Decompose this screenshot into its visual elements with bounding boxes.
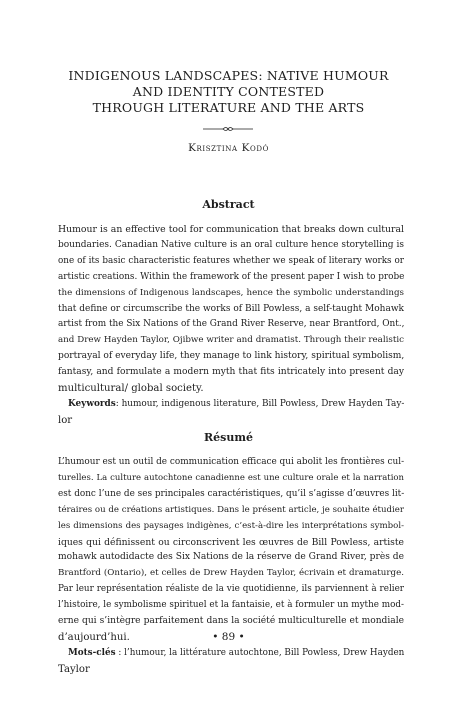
keywords-text: : humour, indigenous literature, Bill Powless, Drew Hayden Tay-	[115, 398, 405, 409]
title-ornament-icon	[203, 124, 253, 134]
abstract-body	[58, 222, 404, 429]
mots-cles-line	[58, 646, 404, 662]
abstract-line: one of its basic characteristic features whether we speak of literary works or	[58, 255, 404, 266]
resume-line: mohawk autodidacte des Six Nations de la réserve de Grand River, près de	[58, 552, 404, 563]
abstract-heading: Abstract	[202, 198, 255, 211]
abstract-line: fantasy, and formulate a modern myth that fits intricately into present day	[58, 367, 404, 378]
page-number: • 89 •	[212, 631, 245, 643]
resume-line: erne qui s’intègre parfaitement dans la société multiculturelle et mondiale	[58, 616, 404, 627]
abstract-line: boundaries. Canadian Native culture is an oral culture hence storytelling is	[58, 239, 404, 250]
author-name: Krisztina Kodó	[188, 142, 269, 154]
resume-line: turelles. La culture autochtone canadienne est une culture orale et la narration	[58, 472, 404, 483]
title-line: INDIGENOUS LANDSCAPES: NATIVE HUMOUR	[68, 68, 389, 83]
resume-line: Par leur représentation réaliste de la vie quotidienne, ils parviennent à relier	[58, 584, 404, 595]
resume-line: téraires ou de créations artistiques. Dans le présent article, je souhaite étudier	[58, 504, 404, 515]
resume-body	[58, 455, 404, 678]
title-line: THROUGH LITERATURE AND THE ARTS	[92, 100, 365, 115]
resume-line: d’aujourd’hui.	[58, 631, 130, 643]
keywords-label: Keywords	[68, 398, 116, 409]
resume-line: est donc l’une de ses principales caractéristiques, qu’il s’agisse d’œuvres lit-	[58, 488, 405, 499]
abstract-line: portrayal of everyday life, they manage to link history, spiritual symbolism,	[58, 351, 405, 362]
abstract-line: the dimensions of Indigenous landscapes, hence the symbolic understandings	[58, 287, 404, 298]
mots-cles-text: : l’humour, la littérature autochtone, Bill Powless, Drew Hayden	[115, 647, 405, 658]
abstract-line: artist from the Six Nations of the Grand River Reserve, near Brantford, Ont.,	[58, 319, 405, 330]
article-title	[60, 68, 397, 116]
title-line: AND IDENTITY CONTESTED	[132, 84, 325, 99]
keywords-line	[58, 397, 404, 413]
resume-line: l’histoire, le symbolisme spirituel et la fantaisie, et à formuler un mythe mod-	[58, 600, 404, 611]
abstract-line: that define or circumscribe the works of Bill Powless, a self-taught Mohawk	[58, 303, 404, 314]
resume-line: iques qui définissent ou circonscrivent les œuvres de Bill Powless, artiste	[58, 536, 404, 548]
resume-line: L’humour est un outil de communication efficace qui abolit les frontières cul-	[58, 457, 405, 467]
resume-line: Brantford (Ontario), et celles de Drew Hayden Taylor, écrivain et dramaturge.	[58, 568, 404, 579]
resume-heading: Résumé	[204, 431, 253, 444]
abstract-line: Humour is an effective tool for communication that breaks down cultural	[58, 224, 404, 235]
keywords-line: lor	[58, 414, 73, 426]
abstract-line: multicultural/ global society.	[58, 383, 204, 395]
abstract-line: and Drew Hayden Taylor, Ojibwe writer and dramatist. Through their realistic	[58, 335, 404, 346]
abstract-line: artistic creations. Within the framework of the present paper I wish to probe	[58, 271, 405, 282]
mots-cles-label: Mots-clés	[68, 647, 116, 658]
mots-cles-line: Taylor	[58, 663, 90, 675]
resume-line: les dimensions des paysages indigènes, c’est-à-dire les interprétations symbol-	[58, 520, 404, 531]
